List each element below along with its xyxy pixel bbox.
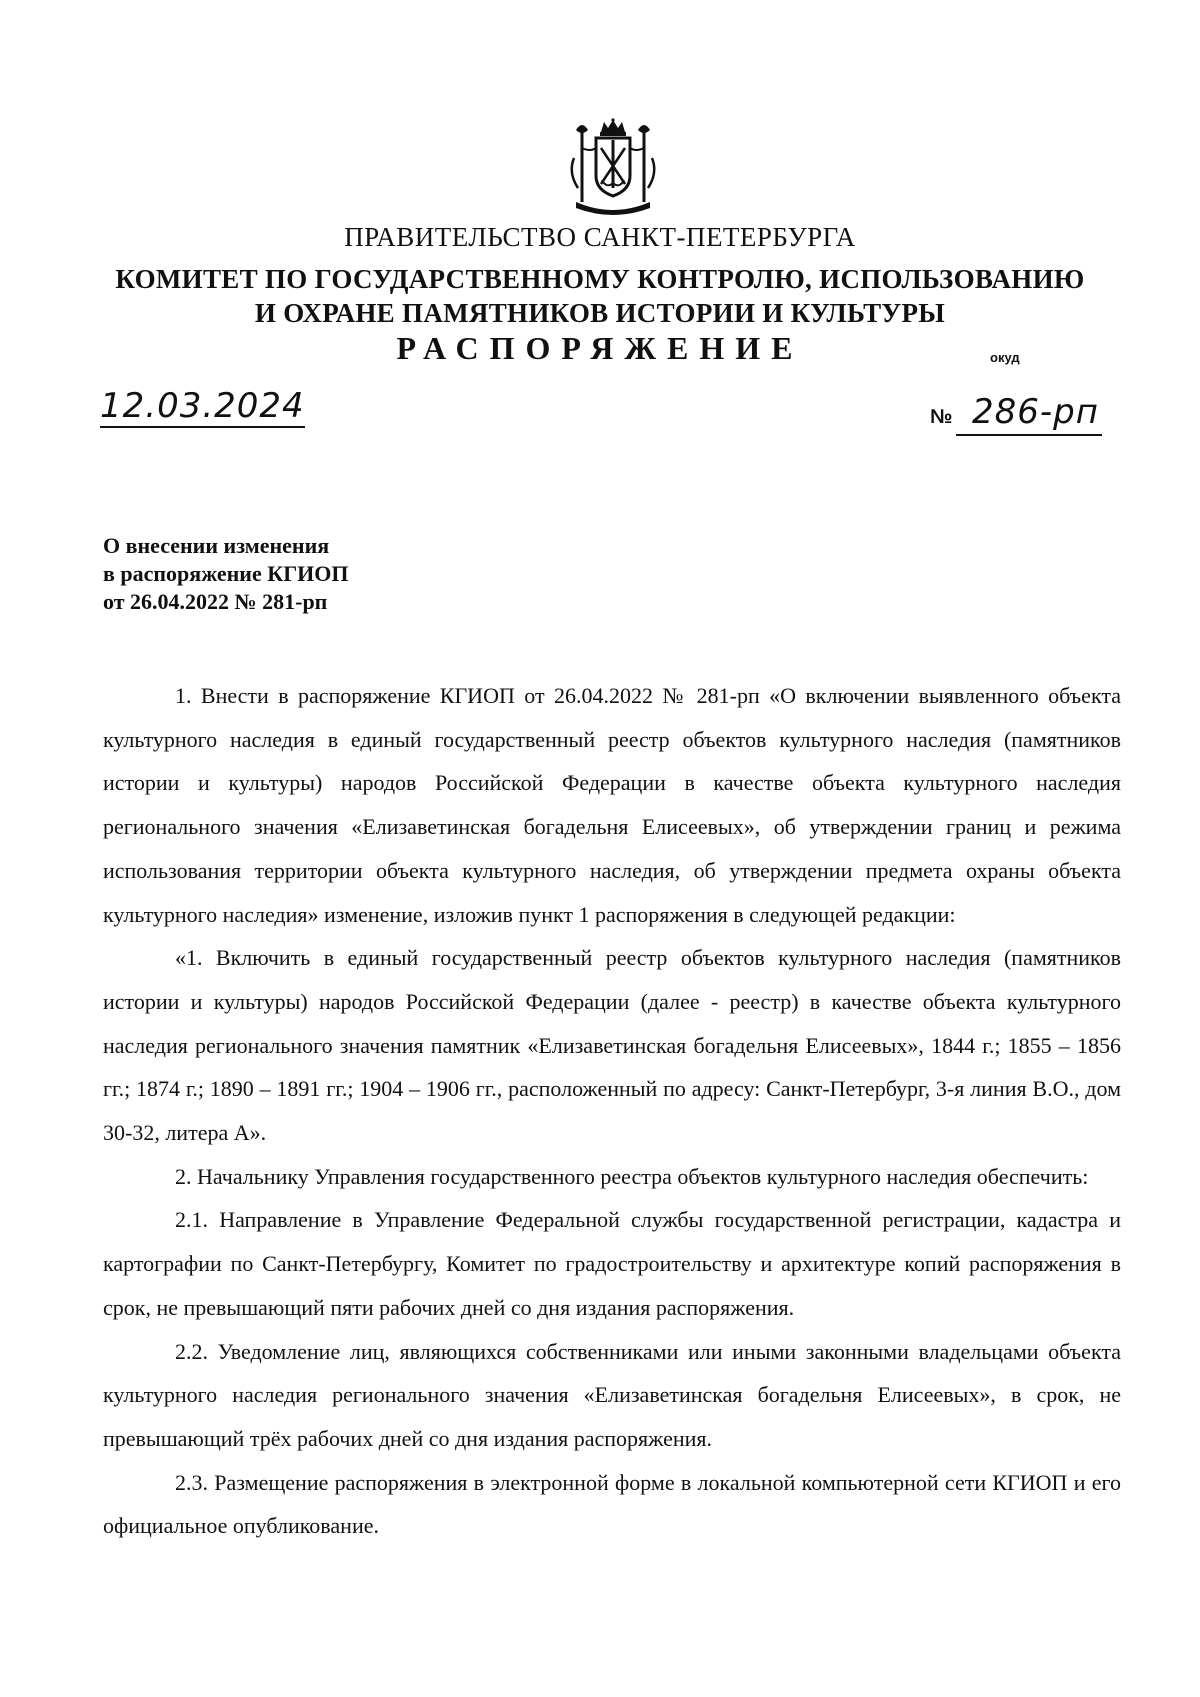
paragraph-2-3: 2.3. Размещение распоряжения в электронной форме в локальной компьютерной сети КГИОП и его официальное опубликование.: [103, 1469, 1121, 1539]
okud-label: окуд: [990, 350, 1020, 365]
document-type: РАСПОРЯЖЕНИЕ: [396, 330, 804, 366]
number-value: 286-рп: [972, 392, 1099, 432]
paragraph-2-2: 2.2. Уведомление лиц, являющихся собственниками или иными законными владельцами объекта культурного наследия регионального значения «Елизаветинская богадельня Елисеевых», в срок, не превышающий трёх рабочих дней со дня издания распоряжения.: [103, 1338, 1121, 1451]
paragraph-1-quote: «1. Включить в единый государственный реестр объектов культурного наследия (памятников истории и культуры) народов Российской Федерации (далее - реестр) в качестве объекта культурного наследия регионального значения памятник «Елизаветинская богадельня Елисеевых», 1844 г.; 1855 – 1856 гг.; 1874 г.; 1890 – 1891 гг.; 1904 – 1906 гг., расположенный по адресу: Санкт-Петербург, 3-я линия В.О., дом 30-32, литера А».: [103, 945, 1121, 1146]
subject-line-2: в распоряжение КГИОП: [103, 561, 349, 586]
committee-line-2: И ОХРАНЕ ПАМЯТНИКОВ ИСТОРИИ И КУЛЬТУРЫ: [254, 298, 946, 328]
committee-line-1: КОМИТЕТ ПО ГОСУДАРСТВЕННОМУ КОНТРОЛЮ, ИСПОЛЬЗОВАНИЮ: [115, 264, 1085, 294]
coat-of-arms-icon: [568, 118, 658, 218]
subject-line-1: О внесении изменения: [103, 533, 330, 558]
government-title: ПРАВИТЕЛЬСТВО САНКТ-ПЕТЕРБУРГА: [344, 222, 856, 252]
document-number: [930, 392, 1100, 436]
paragraph-2-1: 2.1. Направление в Управление Федеральной службы государственной регистрации, кадастра и картографии по Санкт-Петербургу, Комитет по градостроительству и архитектуре копий распоряжения в срок, не превышающий пяти рабочих дней со дня издания распоряжения.: [103, 1207, 1121, 1320]
document-body: [103, 674, 1121, 1548]
paragraph-2: 2. Начальнику Управления государственного реестра объектов культурного наследия обеспечить:: [175, 1163, 1089, 1189]
paragraph-1: 1. Внести в распоряжение КГИОП от 26.04.2022 № 281-рп «О включении выявленного объекта культурного наследия в единый государственный реестр объектов культурного наследия (памятников истории и культуры) народов Российской Федерации в качестве объекта культурного наследия регионального значения «Елизаветинская богадельня Елисеевых», об утверждении границ и режима использования территории объекта культурного наследия, об утверждении предмета охраны объекта культурного наследия» изменение, изложив пункт 1 распоряжения в следующей редакции:: [103, 683, 1121, 927]
document-subject: [103, 532, 349, 616]
document-date: 12.03.2024: [100, 386, 305, 426]
subject-line-3: от 26.04.2022 № 281-рп: [103, 589, 328, 614]
number-sign: №: [930, 406, 953, 428]
number-underline: [956, 434, 1102, 436]
committee-name: [0, 262, 1200, 330]
